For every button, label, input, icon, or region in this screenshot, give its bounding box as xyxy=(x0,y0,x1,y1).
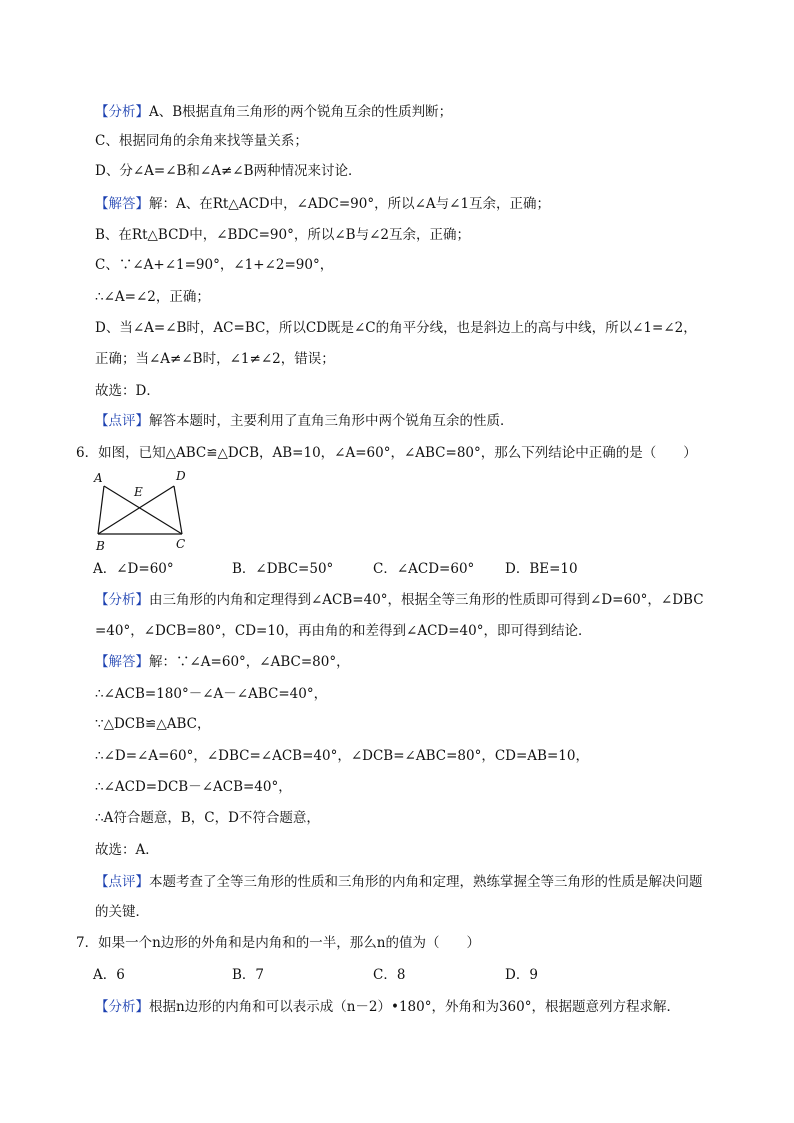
q6-choice-d[interactable]: D．BE=10 xyxy=(505,561,578,577)
q7-stem-line xyxy=(76,933,480,953)
segment-ab xyxy=(98,486,104,534)
q6-solution-text-7: 故选：A． xyxy=(95,842,159,858)
q6-stem-line xyxy=(76,443,697,463)
q6-analysis-line-1 xyxy=(95,590,704,610)
q5-analysis-text-2: C、根据同角的余角来找等量关系； xyxy=(95,133,308,149)
q5-analysis-text-1: A、B根据直角三角形的两个锐角互余的性质判断； xyxy=(149,104,453,120)
q5-solution-text-4: ∴∠A=∠2，正确； xyxy=(95,289,210,305)
label-b: B xyxy=(96,539,105,553)
q7-choice-d[interactable]: D．9 xyxy=(505,967,538,983)
q7-stem: 如果一个n边形的外角和是内角和的一半，那么n的值为（ ） xyxy=(98,935,480,951)
q5-solution-line-1 xyxy=(95,194,550,214)
q6-analysis-tag: 【分析】 xyxy=(95,592,149,608)
q6-choice-c[interactable]: C．∠ACD=60° xyxy=(373,561,475,577)
q5-solution-text-6: 正确；当∠A≠∠B时，∠1≠∠2，错误； xyxy=(95,351,335,367)
q6-review-line-1 xyxy=(95,872,703,892)
q7-choice-c[interactable]: C．8 xyxy=(373,967,406,983)
q5-review-tag: 【点评】 xyxy=(95,413,149,429)
q6-geometry-figure xyxy=(88,468,198,554)
q5-solution-text-3: C、∵∠A+∠1=90°，∠1+∠2=90°， xyxy=(95,257,334,273)
q6-choice-a[interactable]: A．∠D=60° xyxy=(93,561,174,577)
q5-solution-text-1: 解：A、在Rt△ACD中，∠ADC=90°，所以∠A与∠1互余，正确； xyxy=(149,196,551,212)
q6-solution-line-1 xyxy=(95,652,350,672)
q5-review-line-1 xyxy=(95,411,514,431)
q5-solution-tag: 【解答】 xyxy=(95,196,149,212)
q5-solution-text-2: B、在Rt△BCD中，∠BDC=90°，所以∠B与∠2互余，正确； xyxy=(95,227,470,243)
segment-ac xyxy=(104,486,182,534)
q6-solution-text-4: ∴∠D=∠A=60°，∠DBC=∠ACB=40°，∠DCB=∠ABC=80°，CD=AB=10， xyxy=(95,748,589,764)
q6-review-text-2: 的关键． xyxy=(95,904,149,920)
q6-choices xyxy=(93,559,578,579)
q7-analysis-line-1 xyxy=(95,997,680,1017)
q6-analysis-text-2: =40°，∠DCB=80°，CD=10，再由角的和差得到∠ACD=40°，即可得到结论． xyxy=(95,623,592,639)
q6-review-text-1: 本题考查了全等三角形的性质和三角形的内角和定理，熟练掌握全等三角形的性质是解决问题 xyxy=(149,874,703,890)
q7-choices xyxy=(93,965,538,985)
q6-solution-text-2: ∴∠ACB=180°－∠A－∠ABC=40°， xyxy=(95,686,328,702)
q6-solution-text-6: ∴A符合题意，B，C，D不符合题意， xyxy=(95,810,320,826)
q6-solution-tag: 【解答】 xyxy=(95,654,149,670)
label-e: E xyxy=(134,485,143,499)
segment-cd xyxy=(174,486,182,534)
q5-review-text-1: 解答本题时，主要利用了直角三角形中两个锐角互余的性质． xyxy=(149,413,514,429)
label-a: A xyxy=(94,471,103,485)
q6-solution-text-3: ∵△DCB≌△ABC， xyxy=(95,716,211,732)
q5-solution-text-5: D、当∠A=∠B时，AC=BC，所以CD既是∠C的角平分线，也是斜边上的高与中线，所以∠1=∠2， xyxy=(95,320,697,336)
q6-review-tag: 【点评】 xyxy=(95,874,149,890)
q7-choice-a[interactable]: A．6 xyxy=(93,967,125,983)
q6-number: 6． xyxy=(76,445,99,461)
q7-analysis-tag: 【分析】 xyxy=(95,999,149,1015)
q7-choice-b[interactable]: B．7 xyxy=(232,967,265,983)
q6-choice-b[interactable]: B．∠DBC=50° xyxy=(232,561,334,577)
q6-solution-text-5: ∴∠ACD=DCB－∠ACB=40°， xyxy=(95,779,292,795)
label-c: C xyxy=(176,537,186,551)
q6-solution-text-1: 解：∵∠A=60°，∠ABC=80°， xyxy=(149,654,350,670)
label-d: D xyxy=(176,469,186,483)
q5-analysis-text-3: D、分∠A=∠B和∠A≠∠B两种情况来讨论． xyxy=(95,163,362,179)
q6-analysis-text-1: 由三角形的内角和定理得到∠ACB=40°，根据全等三角形的性质即可得到∠D=60°，∠DBC xyxy=(149,592,704,608)
q5-analysis-tag: 【分析】 xyxy=(95,104,149,120)
q7-number: 7． xyxy=(76,935,99,951)
q7-analysis-text-1: 根据n边形的内角和可以表示成（n－2）•180°，外角和为360°，根据题意列方程求解． xyxy=(149,999,680,1015)
q6-stem: 如图，已知△ABC≌△DCB，AB=10，∠A=60°，∠ABC=80°，那么下列结论中正确的是（ ） xyxy=(98,445,697,461)
q5-solution-text-7: 故选：D． xyxy=(95,383,160,399)
q5-analysis-line-1 xyxy=(95,102,452,122)
